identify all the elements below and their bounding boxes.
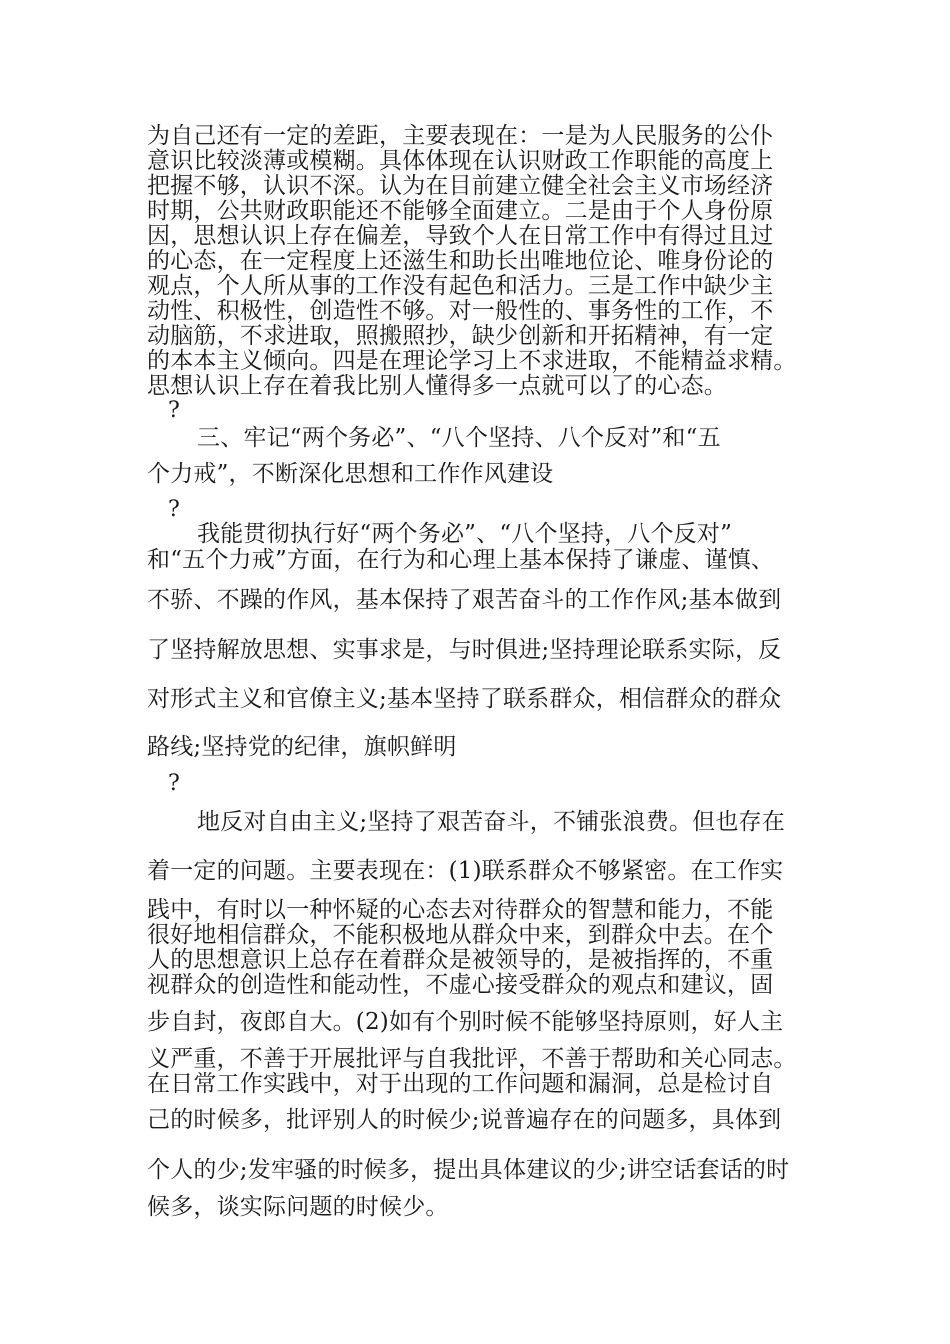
paragraph-1-line: 动脑筋，不求进取，照搬照抄，缺少创新和开拓精神，有一定: [147, 323, 774, 349]
paragraph-1-line: 意识比较淡薄或模糊。具体体现在认识财政工作职能的高度上: [147, 148, 774, 174]
question-mark: ?: [168, 771, 180, 796]
section-heading-line: 三、牢记“两个务必”、“八个坚持、八个反对”和“五: [197, 425, 721, 451]
paragraph-3-line: 着一定的问题。主要表现在：(1)联系群众不够紧密。在工作实: [147, 858, 784, 884]
paragraph-1-line: 动性、积极性，创造性不够。对一般性的、事务性的工作，不: [147, 298, 774, 324]
paragraph-3-line: 很好地相信群众，不能积极地从群众中来，到群众中去。在个: [147, 922, 774, 948]
paragraph-1-line: 因，思想认识上存在偏差，导致个人在日常工作中有得过且过: [147, 223, 774, 249]
paragraph-3-line: 在日常工作实践中，对于出现的工作问题和漏洞，总是检讨自: [147, 1071, 774, 1097]
paragraph-2-line: 和“五个力戒”方面，在行为和心理上基本保持了谦虚、谨慎、: [147, 547, 775, 573]
paragraph-3-line: 践中，有时以一种怀疑的心态去对待群众的智慧和能力，不能: [147, 897, 774, 923]
paragraph-1-line: 的心态，在一定程度上还滋生和助长出唯地位论、唯身份论的: [147, 248, 774, 274]
section-heading-line: 个力戒”，不断深化思想和工作作风建设: [147, 461, 554, 487]
paragraph-2-line: 不骄、不躁的作风，基本保持了艰苦奋斗的工作作风;基本做到: [147, 587, 782, 613]
paragraph-1-line: 为自己还有一定的差距，主要表现在：一是为人民服务的公仆: [147, 123, 774, 149]
paragraph-3-line: 视群众的创造性和能动性，不虚心接受群众的观点和建议，固: [147, 972, 774, 998]
paragraph-2-line: 我能贯彻执行好“两个务必”、“八个坚持，八个反对”: [197, 521, 733, 547]
paragraph-1-line: 的本本主义倾向。四是在理论学习上不求进取，不能精益求精。: [147, 348, 797, 374]
paragraph-3-line: 义严重，不善于开展批评与自我批评，不善于帮助和关心同志。: [147, 1046, 797, 1072]
paragraph-3-line: 候多，谈实际问题的时候少。: [147, 1194, 449, 1220]
paragraph-3-line: 个人的少;发牢骚的时候多，提出具体建议的少;讲空话套话的时: [147, 1157, 790, 1183]
paragraph-1-line: 把握不够，认识不深。认为在目前建立健全社会主义市场经济: [147, 173, 774, 199]
question-mark: ?: [168, 398, 180, 423]
paragraph-2-line: 路线;坚持党的纪律，旗帜鲜明: [147, 734, 457, 760]
paragraph-3-line: 己的时候多，批评别人的时候少;说普遍存在的问题多，具体到: [147, 1107, 782, 1133]
paragraph-2-line: 对形式主义和官僚主义;基本坚持了联系群众，相信群众的群众: [147, 686, 782, 712]
paragraph-3-line: 步自封，夜郎自大。(2)如有个别时候不能够坚持原则，好人主: [147, 1009, 784, 1035]
paragraph-2-line: 了坚持解放思想、实事求是，与时俱进;坚持理论联系实际，反: [147, 637, 782, 663]
question-mark: ?: [168, 497, 180, 522]
paragraph-1-line: 观点，个人所从事的工作没有起色和活力。三是工作中缺少主: [147, 273, 774, 299]
paragraph-3-line: 人的思想意识上总存在着群众是被领导的，是被指挥的，不重: [147, 947, 774, 973]
paragraph-1-line: 时期，公共财政职能还不能够全面建立。二是由于个人身份原: [147, 198, 774, 224]
paragraph-3-line: 地反对自由主义;坚持了艰苦奋斗，不铺张浪费。但也存在: [197, 809, 785, 835]
paragraph-1-line: 思想认识上存在着我比别人懂得多一点就可以了的心态。: [147, 373, 727, 399]
